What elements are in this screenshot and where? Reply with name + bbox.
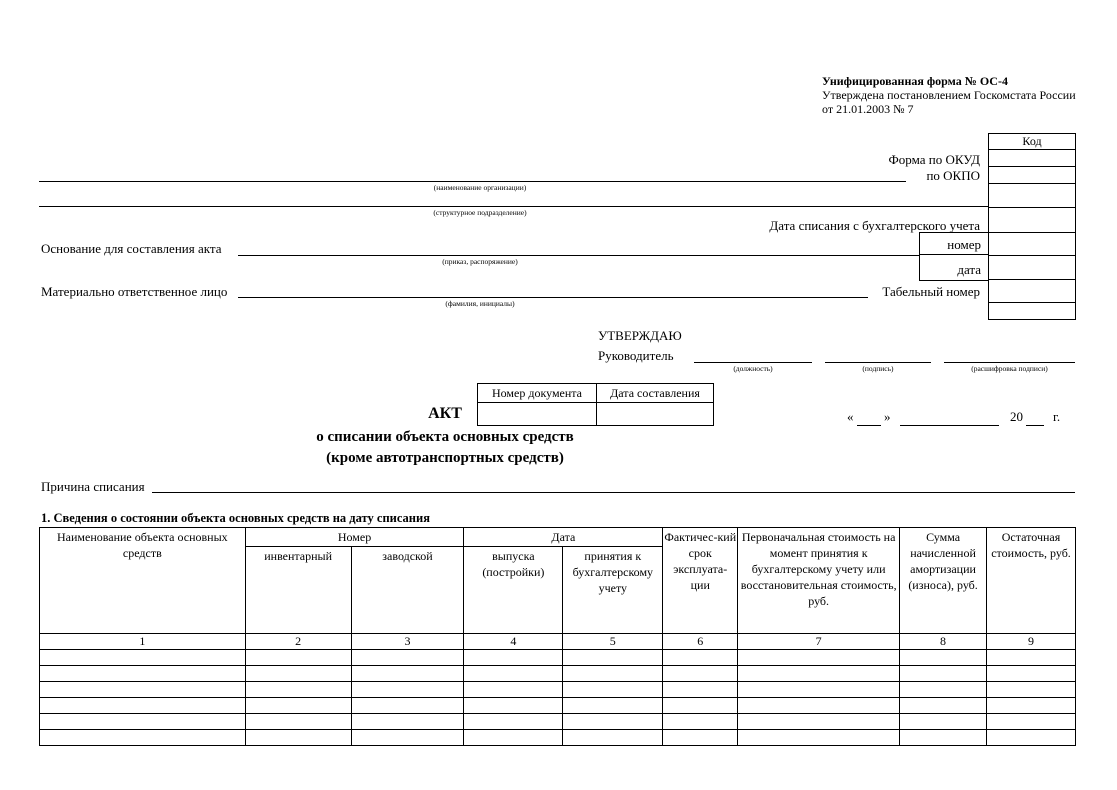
approve-day-line[interactable] (857, 425, 881, 426)
header-row-1 (40, 528, 1076, 547)
okud-cell[interactable] (989, 150, 1076, 167)
table-row (40, 682, 1076, 698)
table-cell[interactable] (351, 730, 464, 746)
table-cell[interactable] (40, 730, 246, 746)
table-cell[interactable] (900, 730, 987, 746)
table-cell[interactable] (900, 714, 987, 730)
position-line[interactable] (694, 362, 812, 363)
basis-caption: (приказ, распоряжение) (442, 257, 518, 266)
act-title: АКТ (428, 405, 462, 422)
table-cell[interactable] (464, 730, 563, 746)
writeoff-date-cell[interactable] (989, 233, 1076, 256)
form-code-title: Унифицированная форма № ОС-4 (822, 74, 1008, 88)
assets-table (39, 527, 1076, 746)
table-cell[interactable] (40, 698, 246, 714)
col-release-header: выпуска (постройки) (464, 547, 563, 634)
table-cell[interactable] (900, 650, 987, 666)
date-label-box (919, 254, 989, 281)
basis-line[interactable] (238, 255, 920, 256)
col-num-5: 5 (563, 634, 663, 650)
signature-caption: (подпись) (862, 364, 894, 373)
col-name-header: Наименование объекта основных средств (40, 528, 246, 634)
dept-code-cell[interactable] (989, 208, 1076, 233)
table-cell[interactable] (738, 714, 900, 730)
table-cell[interactable] (464, 650, 563, 666)
table-cell[interactable] (245, 698, 351, 714)
table-cell[interactable] (738, 698, 900, 714)
table-cell[interactable] (464, 714, 563, 730)
col-num-9: 9 (987, 634, 1076, 650)
table-cell[interactable] (663, 666, 738, 682)
table-row (40, 650, 1076, 666)
table-row (40, 714, 1076, 730)
table-cell[interactable] (987, 714, 1076, 730)
responsible-label: Материально ответственное лицо (41, 284, 228, 299)
act-subtitle-2: (кроме автотранспортных средств) (326, 450, 564, 466)
table-cell[interactable] (245, 666, 351, 682)
col-num-7: 7 (738, 634, 900, 650)
col-factory-header: заводской (351, 547, 464, 634)
table-cell[interactable] (987, 650, 1076, 666)
approve-title: УТВЕРЖДАЮ (598, 328, 682, 343)
table-cell[interactable] (351, 714, 464, 730)
number-label-box (919, 232, 989, 255)
basis-date-cell[interactable] (989, 280, 1076, 303)
col-actual-term-header: Фактичес-кий срок эксплуата-ции (663, 528, 738, 634)
table-cell[interactable] (663, 682, 738, 698)
column-number-row (40, 634, 1076, 650)
doc-date-header: Дата составления (597, 384, 714, 403)
table-cell[interactable] (663, 730, 738, 746)
col-num-3: 3 (351, 634, 464, 650)
table-cell[interactable] (738, 730, 900, 746)
table-cell[interactable] (464, 682, 563, 698)
table-row (40, 730, 1076, 746)
table-cell[interactable] (900, 666, 987, 682)
writeoff-date-label: Дата списания с бухгалтерского учета (769, 218, 980, 233)
table-cell[interactable] (351, 650, 464, 666)
table-cell[interactable] (987, 730, 1076, 746)
col-acceptance-header: принятия к бухгалтерскому учету (563, 547, 663, 634)
table-cell[interactable] (900, 698, 987, 714)
table-cell[interactable] (987, 698, 1076, 714)
table-cell[interactable] (464, 666, 563, 682)
responsible-caption: (фамилия, инициалы) (445, 299, 515, 308)
approve-year-line[interactable] (1026, 425, 1044, 426)
approve-year-suffix: г. (1053, 409, 1061, 424)
tab-number-label: Табельный номер (882, 284, 980, 299)
table-cell[interactable] (40, 714, 246, 730)
table-cell[interactable] (245, 730, 351, 746)
approve-date-open-quote: « (847, 409, 854, 424)
reason-label: Причина списания (41, 479, 145, 494)
col-residual-header: Остаточная стоимость, руб. (987, 528, 1076, 634)
table-cell[interactable] (351, 698, 464, 714)
approve-head-label: Руководитель (598, 348, 674, 363)
table-cell[interactable] (663, 650, 738, 666)
table-row (40, 666, 1076, 682)
form-approval-text: Утверждена постановлением Госкомстата России (822, 88, 1076, 102)
table-cell[interactable] (563, 650, 663, 666)
table-cell[interactable] (245, 714, 351, 730)
table-cell[interactable] (563, 730, 663, 746)
signature-line[interactable] (825, 362, 931, 363)
table-cell[interactable] (663, 698, 738, 714)
table-cell[interactable] (464, 698, 563, 714)
table-cell[interactable] (563, 682, 663, 698)
org-name-line[interactable] (39, 181, 906, 182)
org-code-cell[interactable] (989, 184, 1076, 208)
table-cell[interactable] (40, 682, 246, 698)
basis-label: Основание для составления акта (41, 241, 222, 256)
doc-number-header: Номер документа (478, 384, 597, 403)
table-cell[interactable] (663, 714, 738, 730)
position-caption: (должность) (733, 364, 773, 373)
table-cell[interactable] (351, 666, 464, 682)
table-cell[interactable] (563, 714, 663, 730)
dept-caption: (структурное подразделение) (433, 208, 527, 217)
table-cell[interactable] (738, 682, 900, 698)
approve-date-close-quote: » (884, 409, 891, 424)
doc-number-cell[interactable] (478, 403, 597, 426)
table-cell[interactable] (563, 666, 663, 682)
table-cell[interactable] (987, 666, 1076, 682)
col-depreciation-header: Сумма начисленной амортизации (износа), руб. (900, 528, 987, 634)
table-row (40, 698, 1076, 714)
col-num-4: 4 (464, 634, 563, 650)
dept-line[interactable] (39, 206, 988, 207)
form-approval-date: от 21.01.2003 № 7 (822, 102, 914, 116)
col-num-6: 6 (663, 634, 738, 650)
tab-number-cell[interactable] (989, 303, 1076, 320)
signature-decode-line[interactable] (944, 362, 1075, 363)
okud-label: Форма по ОКУД (888, 152, 980, 167)
table-cell[interactable] (245, 682, 351, 698)
col-date-header: Дата (464, 528, 663, 547)
approve-year-prefix: 20 (1010, 409, 1023, 424)
table-cell[interactable] (563, 698, 663, 714)
responsible-line[interactable] (238, 297, 868, 298)
document-number-table (477, 383, 714, 426)
table-cell[interactable] (738, 666, 900, 682)
doc-date-cell[interactable] (597, 403, 714, 426)
table-cell[interactable] (987, 682, 1076, 698)
code-header: Код (989, 134, 1076, 150)
okpo-label: по ОКПО (926, 168, 980, 183)
table-cell[interactable] (900, 682, 987, 698)
table-cell[interactable] (738, 650, 900, 666)
reason-line[interactable] (152, 492, 1075, 493)
table-cell[interactable] (245, 650, 351, 666)
date-label: дата (957, 262, 981, 277)
signature-decode-caption: (расшифровка подписи) (971, 364, 1048, 373)
table-cell[interactable] (40, 666, 246, 682)
section1-title: 1. Сведения о состоянии объекта основных средств на дату списания (41, 511, 430, 525)
col-num-2: 2 (245, 634, 351, 650)
org-name-caption: (наименование организации) (433, 183, 527, 192)
okpo-cell[interactable] (989, 167, 1076, 184)
act-subtitle-1: о списании объекта основных средств (316, 429, 574, 445)
approve-month-line[interactable] (900, 425, 999, 426)
code-table (988, 133, 1076, 320)
basis-number-cell[interactable] (989, 256, 1076, 280)
number-label: номер (947, 237, 981, 252)
col-initial-cost-header: Первоначальная стоимость на момент принятия к бухгалтерскому учету или восстановительная стоимость, руб. (738, 528, 900, 634)
col-number-header: Номер (245, 528, 464, 547)
table-cell[interactable] (351, 682, 464, 698)
col-num-8: 8 (900, 634, 987, 650)
col-inventory-header: инвентарный (245, 547, 351, 634)
table-cell[interactable] (40, 650, 246, 666)
col-num-1: 1 (40, 634, 246, 650)
